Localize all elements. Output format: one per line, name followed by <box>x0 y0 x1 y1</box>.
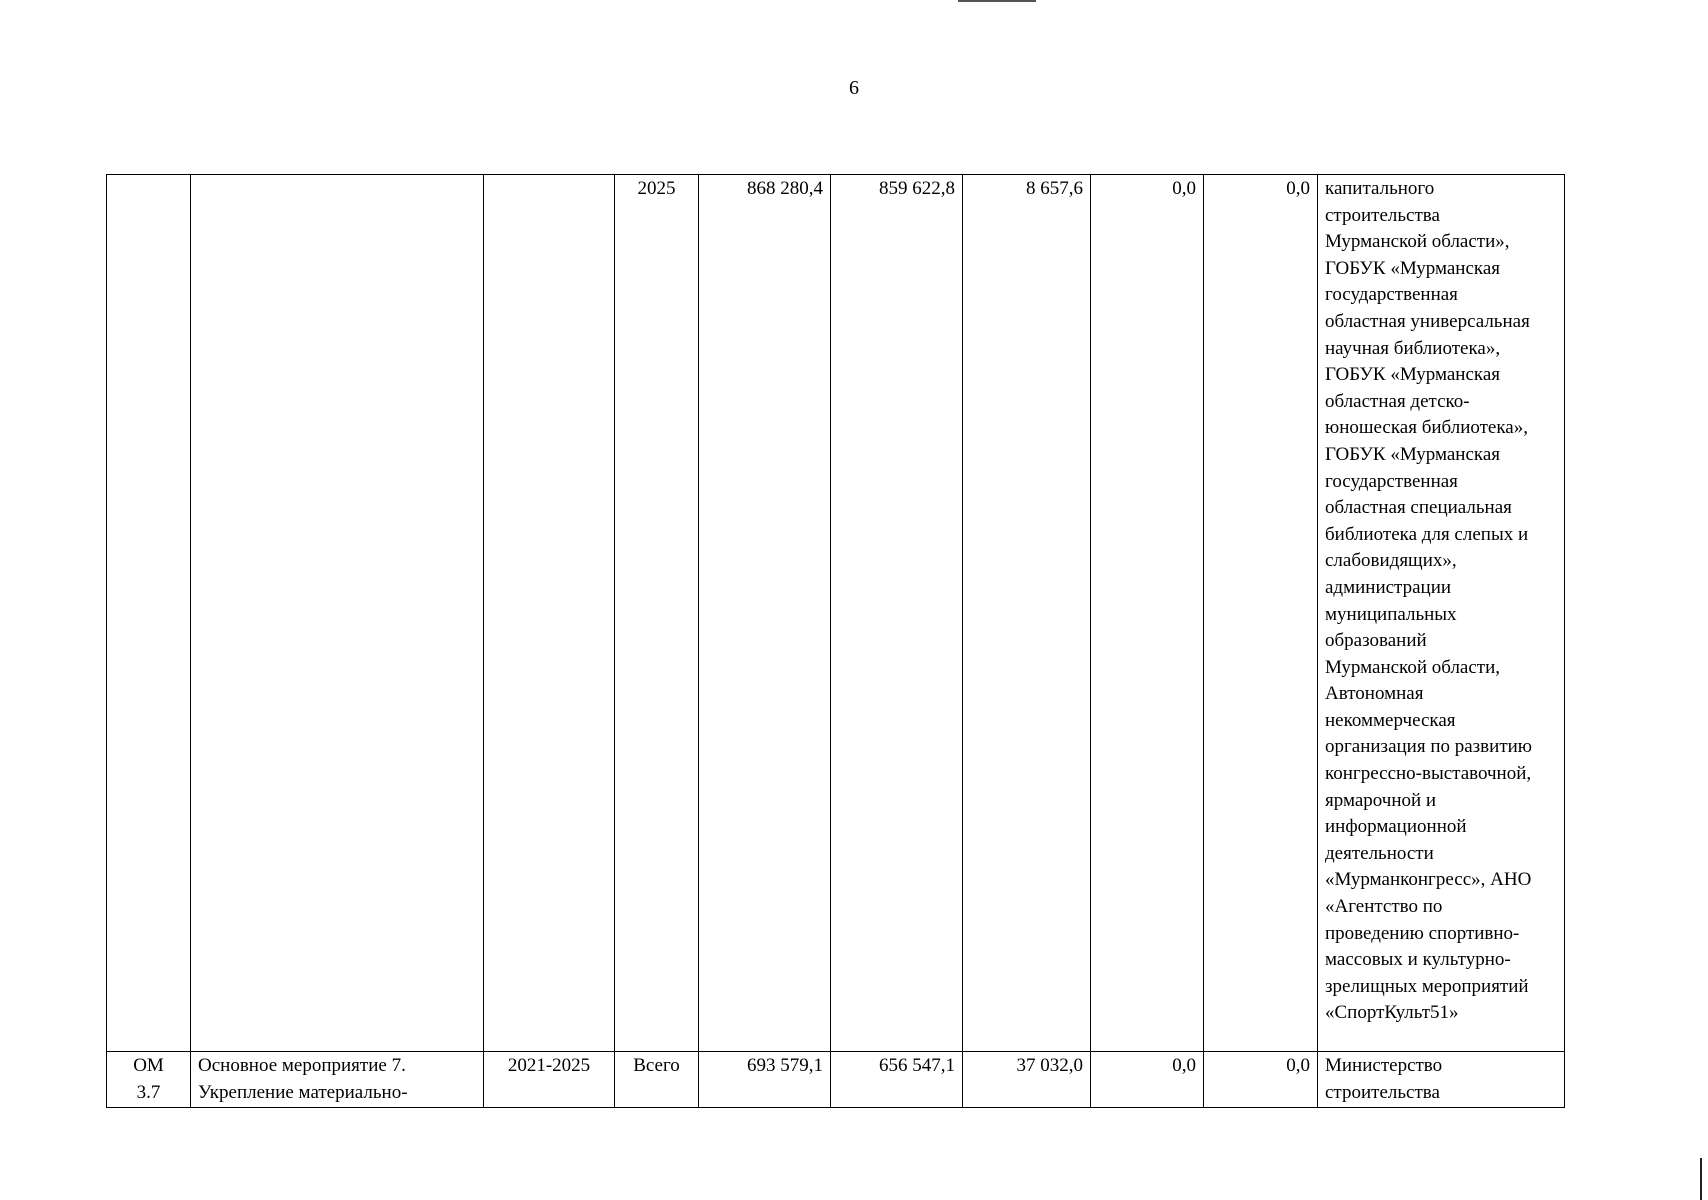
program-measures-table <box>106 174 1565 1108</box>
responsible-line: Автономная <box>1325 683 1424 705</box>
responsible-line: деятельности <box>1325 842 1434 864</box>
period-cell: 2021-2025 <box>484 1052 615 1108</box>
funding-source-3-cell: 0,0 <box>1091 1052 1204 1108</box>
responsible-line: юношеская библиотека», <box>1325 417 1528 439</box>
funding-source-4-cell: 0,0 <box>1204 175 1318 1052</box>
responsible-line: Министерство <box>1325 1055 1443 1076</box>
period-cell <box>484 175 615 1052</box>
responsible-executors-cell <box>1318 1052 1565 1108</box>
measure-name-line: Укрепление материально- <box>198 1081 408 1103</box>
measure-code-cell <box>107 1052 191 1108</box>
responsible-line: ГОБУК «Мурманская <box>1325 257 1501 279</box>
funding-source-3-cell: 0,0 <box>1091 175 1204 1052</box>
responsible-line: Мурманской области, <box>1325 656 1501 678</box>
funding-source-4-cell: 0,0 <box>1204 1052 1318 1108</box>
responsible-line: «Мурманконгресс», АНО <box>1325 869 1532 891</box>
year-cell: Всего <box>615 1052 699 1108</box>
total-funding-cell: 693 579,1 <box>699 1052 831 1108</box>
measure-code-line: 3.7 <box>136 1081 161 1103</box>
responsible-line: зрелищных мероприятий <box>1325 975 1529 997</box>
responsible-line: строительства <box>1325 204 1440 226</box>
scan-edge-mark-top <box>958 0 1036 2</box>
responsible-line: ГОБУК «Мурманская <box>1325 364 1501 386</box>
responsible-line: организация по развитию <box>1325 736 1532 758</box>
responsible-line: научная библиотека», <box>1325 337 1501 359</box>
measure-name-line: Основное мероприятие 7. <box>198 1055 406 1076</box>
responsible-line: областная детско- <box>1325 390 1470 412</box>
responsible-line: администрации <box>1325 576 1452 598</box>
total-funding-cell: 868 280,4 <box>699 175 831 1052</box>
funding-source-1-cell: 859 622,8 <box>831 175 963 1052</box>
responsible-line: образований <box>1325 630 1427 652</box>
measure-name-cell <box>191 1052 484 1108</box>
measure-code-line: ОМ <box>133 1055 164 1076</box>
page-number: 6 <box>849 77 859 99</box>
responsible-executors-cell <box>1318 175 1565 1052</box>
funding-source-2-cell: 8 657,6 <box>963 175 1091 1052</box>
responsible-line: «Агентство по <box>1325 896 1443 918</box>
responsible-line: областная универсальная <box>1325 310 1530 332</box>
measure-name-cell <box>191 175 484 1052</box>
responsible-line: «СпортКульт51» <box>1325 1002 1459 1024</box>
responsible-line: слабовидящих», <box>1325 550 1457 572</box>
scan-edge-mark-right <box>1700 1158 1702 1200</box>
responsible-line: ГОБУК «Мурманская <box>1325 443 1501 465</box>
responsible-line: конгрессно-выставочной, <box>1325 763 1532 785</box>
table-row <box>107 1052 1565 1108</box>
responsible-line: проведению спортивно- <box>1325 922 1520 944</box>
responsible-line: библиотека для слепых и <box>1325 523 1529 545</box>
funding-source-1-cell: 656 547,1 <box>831 1052 963 1108</box>
year-cell: 2025 <box>615 175 699 1052</box>
measure-code-cell <box>107 175 191 1052</box>
responsible-line: государственная <box>1325 284 1458 306</box>
responsible-line: государственная <box>1325 470 1458 492</box>
responsible-line: массовых и культурно- <box>1325 949 1511 971</box>
responsible-line: областная специальная <box>1325 497 1512 519</box>
responsible-line: информационной <box>1325 816 1467 838</box>
responsible-line: строительства <box>1325 1081 1440 1103</box>
funding-source-2-cell: 37 032,0 <box>963 1052 1091 1108</box>
table-row <box>107 175 1565 1052</box>
responsible-line: капитального <box>1325 178 1435 199</box>
responsible-line: некоммерческая <box>1325 709 1456 731</box>
responsible-line: ярмарочной и <box>1325 789 1437 811</box>
responsible-line: муниципальных <box>1325 603 1457 625</box>
responsible-line: Мурманской области», <box>1325 231 1510 253</box>
